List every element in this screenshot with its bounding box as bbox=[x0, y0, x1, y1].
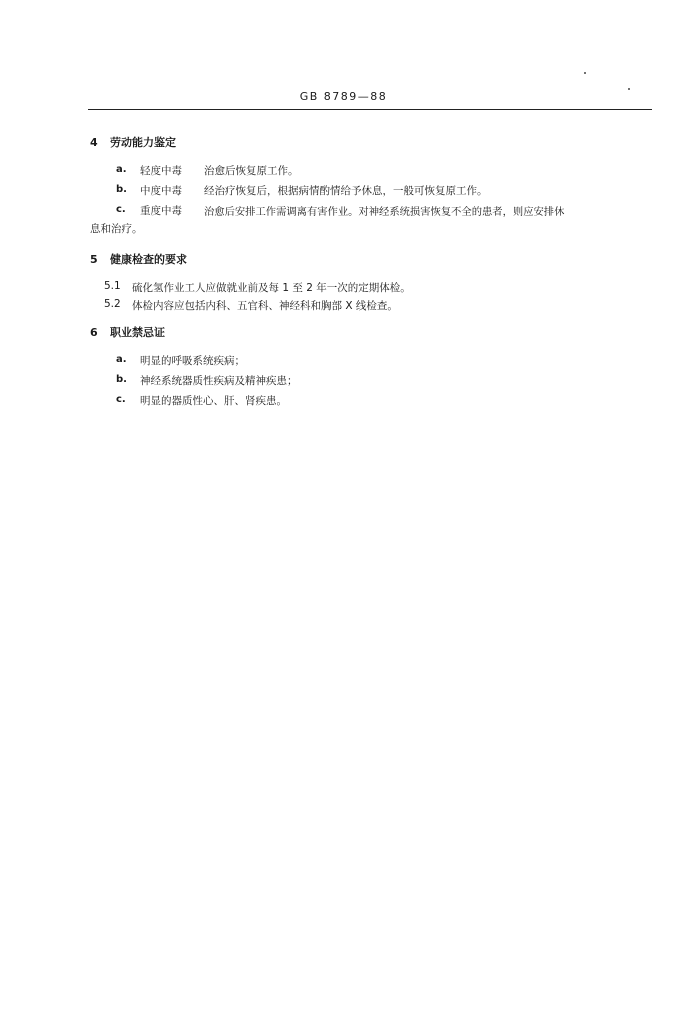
section-4-heading bbox=[90, 134, 176, 150]
item-marker: c. bbox=[116, 394, 126, 405]
section-number: 5 bbox=[90, 253, 98, 266]
header-rule bbox=[88, 109, 652, 110]
section-title: 职业禁忌证 bbox=[110, 326, 165, 339]
section-number: 4 bbox=[90, 136, 98, 149]
item-text: 明显的器质性心、肝、肾疾患。 bbox=[140, 395, 287, 407]
item-text: 明显的呼吸系统疾病； bbox=[140, 355, 245, 367]
item-term: 中度中毒 bbox=[140, 185, 182, 197]
item-marker: a. bbox=[116, 164, 127, 175]
item-marker: a. bbox=[116, 354, 127, 365]
section-5-heading bbox=[90, 251, 187, 267]
section-title: 劳动能力鉴定 bbox=[110, 136, 176, 149]
section-number: 6 bbox=[90, 326, 98, 339]
item-term: 重度中毒 bbox=[140, 205, 182, 217]
item-continuation: 息和治疗。 bbox=[90, 223, 143, 235]
section-6-heading bbox=[90, 324, 165, 340]
item-marker: b. bbox=[116, 374, 127, 385]
item-text: 神经系统器质性疾病及精神疾患； bbox=[140, 375, 298, 387]
item-text: 治愈后恢复原工作。 bbox=[204, 165, 299, 177]
item-text: 经治疗恢复后，根据病情酌情给予休息，一般可恢复原工作。 bbox=[204, 185, 488, 197]
standard-code-header: GB 8789—88 bbox=[299, 90, 388, 103]
item-marker: 5.1 bbox=[104, 280, 121, 292]
item-term: 轻度中毒 bbox=[140, 165, 182, 177]
scan-speck bbox=[584, 72, 586, 74]
item-marker: 5.2 bbox=[104, 298, 121, 310]
item-marker: b. bbox=[116, 184, 127, 195]
item-text: 体检内容应包括内科、五官科、神经科和胸部 X 线检查。 bbox=[132, 300, 398, 312]
item-text: 硫化氢作业工人应做就业前及每 1 至 2 年一次的定期体检。 bbox=[132, 282, 411, 294]
section-title: 健康检查的要求 bbox=[110, 253, 187, 266]
item-marker: c. bbox=[116, 204, 126, 215]
item-text: 治愈后安排工作需调离有害作业。对神经系统损害恢复不全的患者，则应安排休 bbox=[204, 206, 565, 218]
